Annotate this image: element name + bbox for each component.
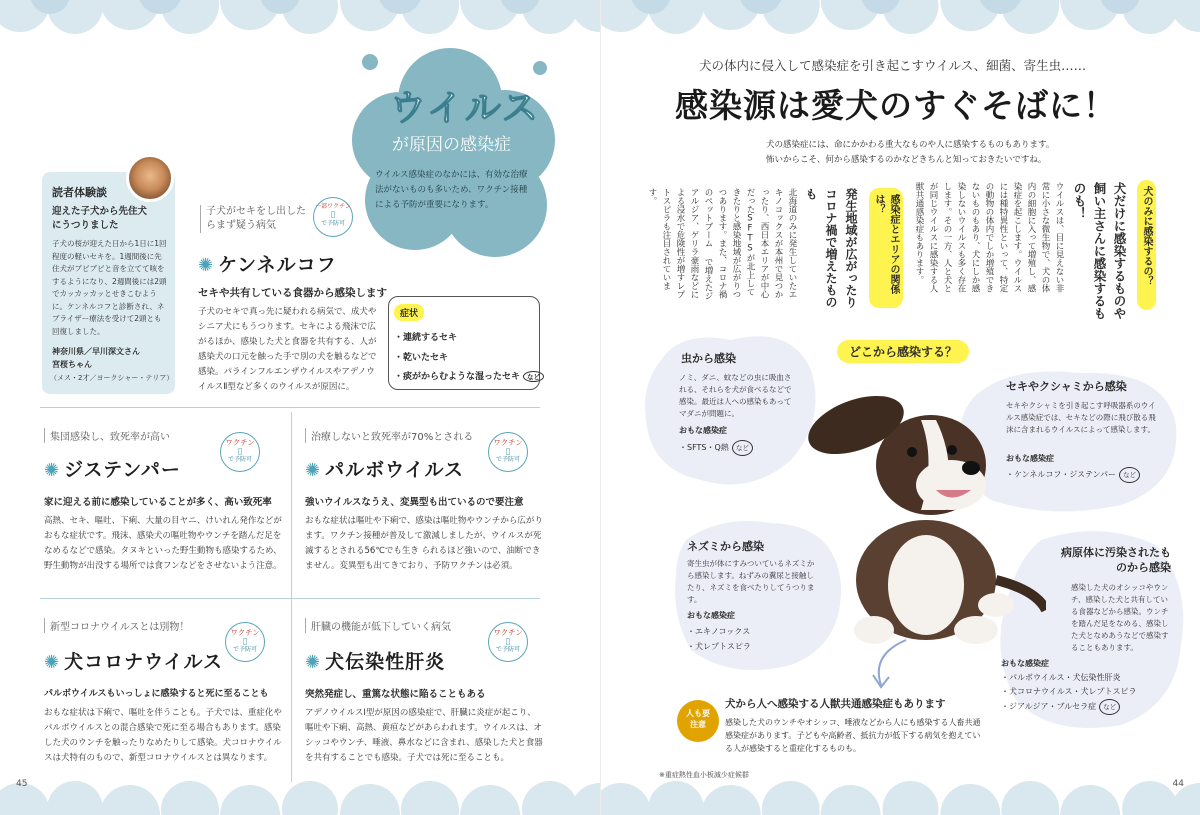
q2-heading: 発生地域が広がったりコロナ禍で増えたものも — [804, 188, 858, 308]
reader-body: 子犬の桜が迎えた日から1日に1回程度の軽いセキを。1週間後に先住犬がブビブビと音を立てて咳をするようになり、2週間後には2頭でカッカッカッとせきこむように。ケンネルコフと診断され、ネブライザー療法を受けて2頭とも回復しました。 — [52, 239, 167, 336]
snowflake-icon: ✺ — [44, 652, 61, 673]
nado-mark: など — [732, 440, 753, 456]
reader-dog-avatar — [126, 154, 174, 202]
corona-lead: パルボウイルスもいっしょに感染すると死に至ることも — [44, 689, 269, 699]
v-divider — [291, 412, 292, 782]
zoonosis-badge — [677, 700, 719, 742]
snowflake-icon: ✺ — [305, 652, 322, 673]
q1-body: ウイルスは、目に見えない非常に小さな微生物で、犬の体内の細胞に入って増殖し、感染症を起こします。ウイルスには種特異性といって、特定の動物の体内でしか増殖できないものもあり、犬にしか感染しないウイルスも多く存在します。その一方、人と犬とが同じウイルスに感染する人獣共通感染症もあります。 — [914, 182, 1064, 293]
rat-list-2: ・犬レプトスピラ — [687, 642, 751, 651]
pathogen-body: 感染した犬のオシッコやウンチ、感染した犬と共有している食器などから感染。ウンチを踏んだ足をなめる、感染した犬となめあうなどで感染することもあります。 — [1071, 583, 1169, 652]
hero-subtitle: が原因の感染症 — [392, 135, 511, 155]
parvo-sub: 治療しないと致死率が70%とされる — [305, 428, 473, 443]
pathogen-list-label: おもな感染症 — [1001, 659, 1049, 668]
pathogen-title: 病原体に汚染されたものから感染 — [1061, 546, 1171, 574]
right-title: 感染源は愛犬のすぐそばに！ — [675, 86, 1117, 125]
vial-icon: ▯ — [505, 446, 511, 457]
distemper-title-text: ジステンパー — [64, 459, 181, 481]
vaccine-badge-hepatitis — [488, 622, 528, 662]
symptom-3-text: ・痰がからむような湿ったセキ — [394, 372, 521, 382]
sneeze-list-label: おもな感染症 — [1006, 454, 1054, 463]
pathogen-list-2: ・犬コロナウイルス・犬レプトスピラ — [1001, 687, 1137, 696]
bottom-cloud-border — [0, 775, 600, 815]
vaccine-badge-kennel — [313, 197, 353, 237]
vial-icon: ▯ — [505, 636, 511, 647]
sneeze-list — [1006, 467, 1140, 483]
badge-bottom-label: で予防可 — [495, 456, 520, 464]
footnote: ※重症熱性血小板減少症候群 — [659, 771, 749, 779]
badge-bottom-label: で予防可 — [495, 646, 520, 654]
h-divider-1 — [40, 407, 540, 408]
bottom-cloud-border — [601, 775, 1200, 815]
badge-top-label: ワクチン — [493, 628, 523, 637]
pathogen-list-1: ・パルボウイルス・犬伝染性肝炎 — [1001, 673, 1121, 682]
hero-cloud — [340, 40, 565, 270]
vaccine-badge-distemper — [220, 432, 260, 472]
hepatitis-title — [305, 647, 445, 674]
kennel-body: 子犬のセキで真っ先に疑われる病気で、成犬やシニア犬にもうつります。セキによる飛沫で広がるほか、感染した犬と食器を共有する、人が感染犬の口元を触った手で別の犬を触るなどで感染。パラインフルエンザウイルスやアデノウイルスⅡ型など多くのウイルスが原因に。 — [198, 307, 377, 392]
where-label: どこから感染する？ — [837, 340, 969, 363]
reader-headline: 迎えた子犬から先住犬にうつりました — [52, 206, 148, 231]
nado-mark: など — [1099, 699, 1120, 715]
nado-mark: など — [1119, 467, 1140, 483]
insect-body: ノミ、ダニ、蚊などの虫に吸血される、それらを犬が食べるなどで感染。最近は人への感染もあってマダニが問題に。 — [679, 373, 792, 418]
distemper-body: 高熱、セキ、嘔吐、下痢、大量の目ヤニ、けいれん発作などがおもな症状です。飛沫、感染犬の嘔吐物やウンチを踏んだ足をなめるなどで感染。タヌキといった野生動物も感染するため、野生動物が出没する場所では食フンなどをさせないよう注意。 — [44, 516, 282, 571]
snowflake-icon: ✺ — [44, 460, 61, 481]
corona-sub: 新型コロナウイルスとは別物！ — [44, 618, 189, 633]
hepatitis-lead: 突然発症し、重篤な状態に陥ることもある — [305, 689, 486, 700]
hero-text: ウイルス感染症のなかには、有効な治療法がないものも多いため、ワクチン接種による予防が重要になります。 — [375, 170, 528, 210]
symptoms-label: 症状 — [394, 304, 424, 321]
vial-icon: ▯ — [330, 210, 336, 220]
q1-tag: 犬のみに感染するの？ — [1137, 180, 1156, 310]
zoonosis-title: 犬から人へ感染する人獣共通感染症もあります — [725, 698, 946, 710]
sneeze-title: セキやクシャミから感染 — [1006, 380, 1127, 393]
badge-top-label: 一部ワクチン — [315, 203, 351, 210]
vaccine-badge-parvo — [488, 432, 528, 472]
top-cloud-border — [601, 0, 1200, 40]
q2-body: 北海道のみに発生していたエキノコックスが本州で見つかったり、西日本エリアが中心だったSFTSが北上してきたりと感染地域が広がりつつあります。また、コロナ禍のペットブーム で増えたジアルジア、ゲリラ豪雨などによる浸水で危険性が増すレプトスピラも注目されています。 — [647, 188, 797, 300]
right-intro-1: 犬の感染症には、命にかかわる重大なものや人に感染するものもあります。 — [766, 140, 1055, 150]
zoonosis-body: 感染した犬のウンチやオシッコ、唾液などから人にも感染する人畜共通感染症があります。子どもや高齢者、抵抗力が低下する病気を抱えている人が感染すると重症化するものも。 — [725, 718, 981, 753]
hero-title: ウイルス — [390, 88, 540, 129]
reader-dog-info: （メス・2才／ヨークシャー・テリア） — [50, 374, 174, 382]
vial-icon: ▯ — [237, 446, 243, 457]
symptom-2: ・乾いたセキ — [394, 353, 449, 363]
reader-dog-name: 宮桜ちゃん — [52, 360, 92, 369]
badge-bottom-label: で予防可 — [320, 219, 345, 227]
vial-icon: ▯ — [242, 636, 248, 647]
curved-arrow-icon — [861, 635, 921, 695]
symptom-3 — [394, 369, 544, 382]
right-page — [600, 0, 1200, 815]
corona-title-text: 犬コロナウイルス — [64, 651, 223, 673]
hepatitis-title-text: 犬伝染性肝炎 — [325, 651, 446, 673]
hepatitis-sub: 肝臓の機能が低下していく病気 — [305, 618, 451, 633]
pathogen-list-3-text: ・ジアルジア・ブルセラ症 — [1001, 702, 1097, 711]
pathogen-list-3 — [1001, 699, 1120, 715]
right-kicker: 犬の体内に侵入して感染症を引き起こすウイルス、細菌、寄生虫…… — [699, 58, 1087, 73]
symptom-1: ・連続するセキ — [394, 333, 458, 343]
reader-owner: 神奈川県／早川深文さん — [52, 347, 140, 356]
rat-list-label: おもな感染症 — [687, 611, 735, 620]
page-number-right: 44 — [1172, 779, 1184, 789]
snowflake-icon: ✺ — [198, 255, 215, 276]
top-cloud-border — [0, 0, 600, 40]
distemper-sub: 集団感染し、致死率が高い — [44, 428, 170, 443]
insect-list-text: ・SFTS・Q熱 — [679, 443, 729, 452]
parvo-body: おもな症状は嘔吐や下痢で、感染は嘔吐物やウンチから広がります。ワクチン接種が普及して激減しましたが、ウイルスが死滅するとされる56℃でも生き られるほど強いので、油断できません。変異型も出てきており、予防ワクチンは必須。 — [305, 516, 543, 571]
insect-list — [679, 440, 753, 456]
badge-top-label: ワクチン — [225, 438, 255, 447]
insect-title: 虫から感染 — [681, 352, 736, 365]
vaccine-badge-corona — [225, 622, 265, 662]
badge-top-label: ワクチン — [230, 628, 260, 637]
page-number-left: 45 — [16, 779, 28, 789]
parvo-title — [305, 455, 464, 482]
rat-title: ネズミから感染 — [687, 540, 764, 553]
kennel-lead: セキや共有している食器から感染します — [198, 287, 387, 299]
insect-list-label: おもな感染症 — [679, 426, 727, 435]
rat-list-1: ・エキノコックス — [687, 627, 751, 636]
parvo-title-text: パルボウイルス — [325, 459, 464, 481]
distemper-lead: 家に迎える前に感染していることが多く、高い致死率 — [44, 497, 272, 508]
corona-title — [44, 647, 223, 674]
badge-bottom-label: で予防可 — [232, 646, 257, 654]
h-divider-2 — [40, 598, 540, 599]
corona-body: おもな症状は下痢で、嘔吐を伴うことも。子犬では、重症化やパルボウイルスとの混合感染で死に至る場合もあります。感染した犬のウンチを触ったりなめたりして感染。犬コロナウイルスは犬特有のもので、新型コロナウイルスとは異なります。 — [44, 708, 282, 763]
kennel-title — [198, 250, 337, 277]
snowflake-icon: ✺ — [305, 460, 322, 481]
badge-top-label: ワクチン — [493, 438, 523, 447]
sneeze-list-text: ・ケンネルコフ・ジステンパー — [1006, 470, 1116, 479]
kennel-title-text: ケンネルコフ — [218, 254, 337, 276]
reader-label: 読者体験談 — [52, 186, 107, 199]
q1-heading: 犬だけに感染するものや飼い主さんに感染するものも！ — [1072, 182, 1127, 320]
parvo-lead: 強いウイルスなうえ、変異型も出ているので要注意 — [305, 497, 524, 508]
q2-tag: 感染症とエリアの関係は？ — [869, 188, 903, 308]
zoonosis-badge-text: 人も要注意 — [686, 709, 710, 729]
rat-body: 寄生虫が体にすみついているネズミから感染します。ねずみの糞尿と接触したり、ネズミを食べたりしてうつります。 — [687, 559, 815, 604]
nado-mark: など — [523, 371, 544, 382]
distemper-title — [44, 455, 181, 482]
badge-bottom-label: で予防可 — [227, 456, 252, 464]
sneeze-body: セキやクシャミを引き起こす呼吸器系のウイルス感染症では、セキなどの際に飛び散る飛沫に含まれるウイルスによって感染します。 — [1006, 401, 1156, 434]
hepatitis-body: アデノウイルスⅠ型が原因の感染症で、肝臓に炎症が起こり、嘔吐や下痢、高熱、黄疸などがあらわれます。ウイルスは、オシッコやウンチ、唾液、鼻水などに含まれ、感染した犬と食器を共有することでも感染。子犬では死に至ることも。 — [305, 708, 543, 763]
kennel-sub: 子犬がセキをし出したらまず疑う病気 — [200, 205, 315, 233]
right-intro-2: 怖いからこそ、何から感染するのかなどきちんと知っておきたいですね。 — [766, 155, 1047, 165]
